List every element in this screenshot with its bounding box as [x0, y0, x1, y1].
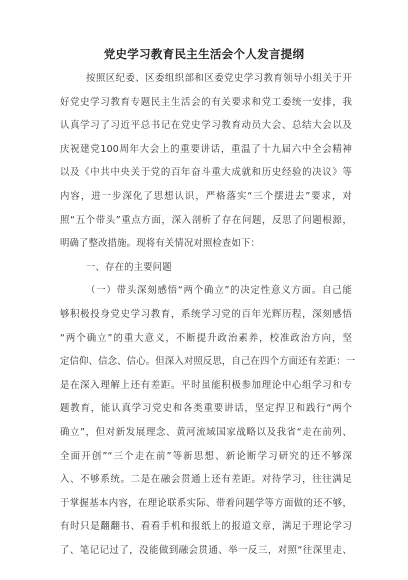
- paragraph-line: 是在深入理解上还有差距。平时虽能积极参加理论中心组学习和专: [60, 379, 352, 391]
- paragraph-line: 明确了整改措施。现将有关情况对照检查如下：: [60, 238, 261, 250]
- paragraph-line: 了、笔记记过了，没能做到融会贯通、举一反三，对照“往深里走、: [60, 545, 352, 556]
- paragraph-line: 入、不够系统。二是在融会贯通上还有差距。对待学习，往往满足: [60, 474, 352, 486]
- paragraph-line: 够积极投身党史学习教育，系统学习党的百年光辉历程，深刻感悟: [60, 309, 352, 320]
- paragraph-line: 题教育，能认真学习党史和各类重要讲话，坚定捍卫和践行“两个: [60, 403, 352, 415]
- paragraph-line: 照“五个带头”重点方面，深入剖析了存在问题，反思了问题根源，: [60, 214, 352, 226]
- paragraph-line: 好党史学习教育专题民主生活会的有关要求和党工委统一安排，我: [60, 96, 352, 108]
- paragraph-line: 内容，进一步深化了思想认识，严格落实“三个摆进去”要求，对: [60, 191, 352, 202]
- paragraph-line: 认真学习了习近平总书记在党史学习教育动员大会、总结大会以及: [60, 120, 352, 132]
- paragraph-line: 有时只是翻翻书、看看手机和报纸上的报道文章，满足于理论学习: [60, 521, 352, 533]
- paragraph-line: 定信仰、信念、信心。但深入对照反思，自己在四个方面还有差距：一: [60, 356, 356, 368]
- paragraph-line: 全面开创”“三个走在前”等新思想、新论断学习研究的还不够深: [60, 450, 352, 462]
- section-heading: 一、存在的主要问题: [86, 261, 172, 273]
- paragraph-line: 确立”，但对新发展理念、黄河流域国家战略以及我省“走在前列、: [60, 427, 352, 438]
- paragraph-line: 按照区纪委、区委组织部和区委党史学习教育领导小组关于开: [86, 73, 352, 84]
- paragraph-line: 于掌握基本内容，在理论联系实际、带着问题学等方面做的还不够，: [60, 497, 352, 509]
- paragraph-line: （一）带头深刻感悟“两个确立”的决定性意义方面。自己能: [86, 285, 352, 297]
- paragraph-line: “两个确立”的重大意义，不断提升政治素养，校准政治方向，坚: [60, 332, 352, 344]
- document-title: 党史学习教育民主生活会个人发言提纲: [103, 47, 305, 61]
- paragraph-line: 以及《中共中央关于党的百年奋斗重大成就和历史经验的决议》等: [60, 167, 352, 179]
- paragraph-line: 庆祝建党100周年大会上的重要讲话，重温了十九届六中全会精神: [60, 143, 352, 155]
